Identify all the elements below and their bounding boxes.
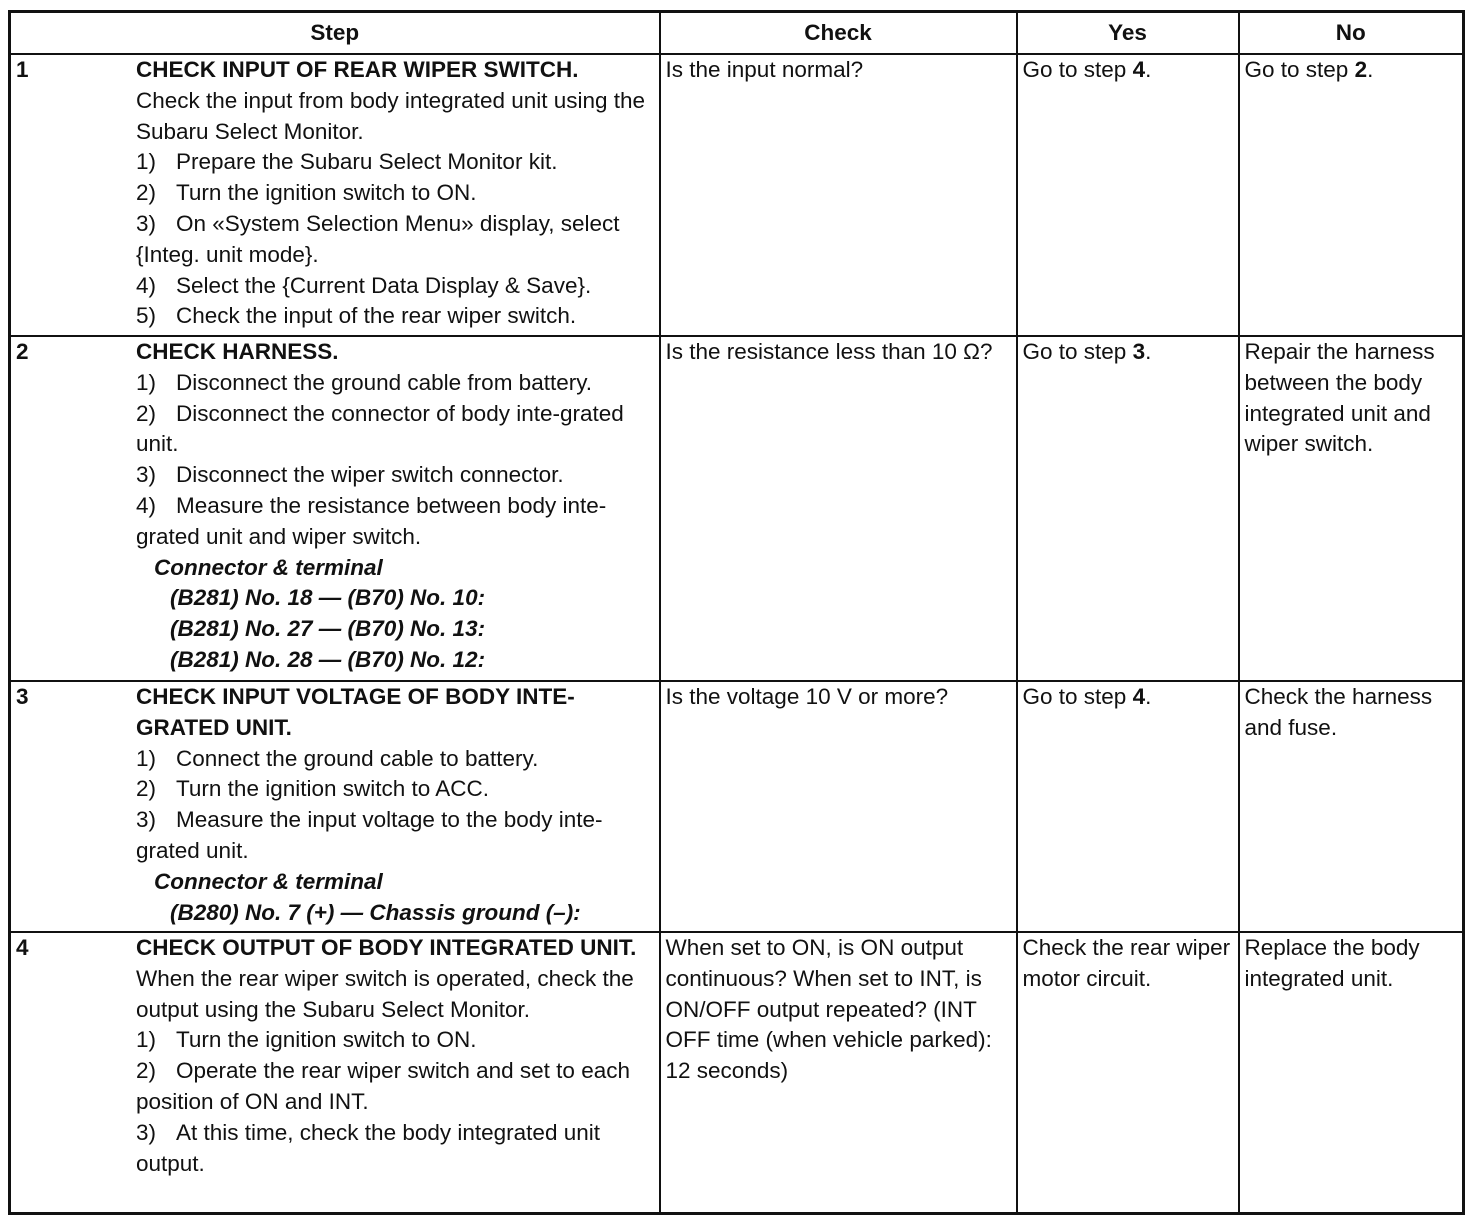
substep-text: Select the {Current Data Display & Save}.	[176, 272, 592, 298]
substep	[136, 1025, 655, 1056]
substep-text: Turn the ignition switch to ACC.	[176, 776, 490, 802]
yes-prefix: Go to step	[1022, 684, 1133, 709]
yes-prefix: Go to step	[1022, 339, 1133, 364]
header-check: Check	[660, 12, 1017, 55]
step-body	[136, 337, 659, 676]
check-cell: Is the voltage 10 V or more?	[660, 681, 1017, 932]
substep-number: 2)	[136, 776, 157, 802]
yes-cell	[1017, 336, 1239, 681]
no-cell: Check the harness and fuse.	[1239, 681, 1464, 932]
substep-number: 2)	[136, 180, 157, 206]
header-no: No	[1239, 12, 1464, 55]
step-intro: Check the input from body integrated unit using the Subaru Select Monitor.	[136, 87, 646, 144]
substep-text: Disconnect the wiper switch connector.	[176, 462, 564, 488]
step-title: CHECK INPUT OF REAR WIPER SWITCH.	[136, 57, 579, 82]
substep-number: 1)	[136, 745, 157, 771]
no-suffix: .	[1367, 57, 1374, 82]
substep-text: Turn the ignition switch to ON.	[176, 1027, 477, 1053]
no-cell	[1239, 54, 1464, 336]
yes-step-ref: 4	[1132, 684, 1146, 709]
table-row	[10, 54, 1464, 336]
substep-text: Turn the ignition switch to ON.	[176, 180, 477, 206]
substep-text: Measure the resistance between body inte-grated unit and wiper switch.	[136, 492, 607, 549]
substep	[136, 178, 655, 209]
connector-terminal: (B281) No. 27 — (B70) No. 13:	[170, 616, 486, 642]
yes-prefix: Go to step	[1022, 57, 1133, 82]
substep-text: Disconnect the ground cable from battery.	[176, 369, 593, 395]
step-title: CHECK INPUT VOLTAGE OF BODY INTE-GRATED UNIT.	[136, 684, 575, 740]
substep-number: 1)	[136, 149, 157, 175]
substep	[136, 1118, 655, 1180]
substep-number: 4)	[136, 492, 157, 518]
step-number: 1	[16, 57, 29, 82]
yes-cell	[1017, 54, 1239, 336]
check-cell: When set to ON, is ON output continuous? When set to INT, is ON/OFF output repeated? (INT OFF time (when vehicle parked): 12 seconds)	[660, 932, 1017, 1214]
substep	[136, 491, 655, 553]
substep-number: 2)	[136, 1058, 157, 1084]
check-cell: Is the resistance less than 10 Ω?	[660, 336, 1017, 681]
connector-terminal: (B281) No. 28 — (B70) No. 12:	[170, 646, 486, 672]
substep-number: 1)	[136, 1027, 157, 1053]
yes-cell	[1017, 681, 1239, 932]
connector-terminal: (B280) No. 7 (+) — Chassis ground (–):	[170, 899, 581, 925]
step-cell	[10, 336, 660, 681]
step-cell	[10, 932, 660, 1214]
substep-number: 2)	[136, 400, 157, 426]
substep-text: Connect the ground cable to battery.	[176, 745, 539, 771]
table-row	[10, 932, 1464, 1214]
substep	[136, 271, 655, 302]
substep-text: Measure the input voltage to the body inte-grated unit.	[136, 807, 603, 863]
step-body	[136, 933, 659, 1179]
substep	[136, 805, 655, 867]
connector-heading: Connector & terminal	[154, 868, 383, 894]
substep-number: 3)	[136, 807, 157, 833]
step-intro: When the rear wiper switch is operated, check the output using the Subaru Select Monitor.	[136, 965, 634, 1022]
no-cell: Repair the harness between the body integrated unit and wiper switch.	[1239, 336, 1464, 681]
substep	[136, 460, 655, 491]
substep	[136, 301, 655, 332]
step-number: 2	[16, 339, 29, 364]
yes-cell: Check the rear wiper motor circuit.	[1017, 932, 1239, 1214]
header-yes: Yes	[1017, 12, 1239, 55]
yes-suffix: .	[1145, 339, 1152, 364]
substep	[136, 744, 655, 775]
substep-text: At this time, check the body integrated unit output.	[136, 1119, 600, 1176]
table-header-row	[10, 12, 1464, 55]
substep-text: Check the input of the rear wiper switch.	[176, 303, 577, 329]
table-row	[10, 681, 1464, 932]
substep-text: Disconnect the connector of body inte-grated unit.	[136, 400, 624, 457]
step-title: CHECK HARNESS.	[136, 339, 339, 364]
yes-step-ref: 3	[1132, 339, 1146, 364]
no-step-ref: 2	[1354, 57, 1368, 82]
step-body	[136, 682, 659, 928]
substep-number: 4)	[136, 272, 157, 298]
substep	[136, 209, 655, 271]
substep	[136, 368, 655, 399]
substep-text: On «System Selection Menu» display, select {Integ. unit mode}.	[136, 210, 620, 267]
substep	[136, 399, 655, 461]
header-step: Step	[10, 12, 660, 55]
substep-number: 1)	[136, 369, 157, 395]
substep-number: 3)	[136, 462, 157, 488]
substep-text: Prepare the Subaru Select Monitor kit.	[176, 149, 558, 175]
substep-number: 3)	[136, 210, 157, 236]
substep	[136, 774, 655, 805]
connector-terminal: (B281) No. 18 — (B70) No. 10:	[170, 585, 486, 611]
check-cell: Is the input normal?	[660, 54, 1017, 336]
substep-number: 3)	[136, 1119, 157, 1145]
no-cell: Replace the body integrated unit.	[1239, 932, 1464, 1214]
substep-text: Operate the rear wiper switch and set to each position of ON and INT.	[136, 1058, 630, 1114]
step-title: CHECK OUTPUT OF BODY INTEGRATED UNIT.	[136, 935, 637, 960]
step-cell	[10, 681, 660, 932]
substep	[136, 1056, 655, 1118]
step-number: 4	[16, 935, 29, 960]
step-cell	[10, 54, 660, 336]
diagnostic-table	[8, 10, 1465, 1215]
yes-suffix: .	[1145, 684, 1152, 709]
step-number: 3	[16, 684, 29, 709]
yes-suffix: .	[1145, 57, 1152, 82]
yes-step-ref: 4	[1132, 57, 1146, 82]
table-row	[10, 336, 1464, 681]
connector-heading: Connector & terminal	[154, 554, 383, 580]
substep	[136, 147, 655, 178]
step-body	[136, 55, 659, 332]
no-prefix: Go to step	[1244, 57, 1355, 82]
substep-number: 5)	[136, 303, 157, 329]
